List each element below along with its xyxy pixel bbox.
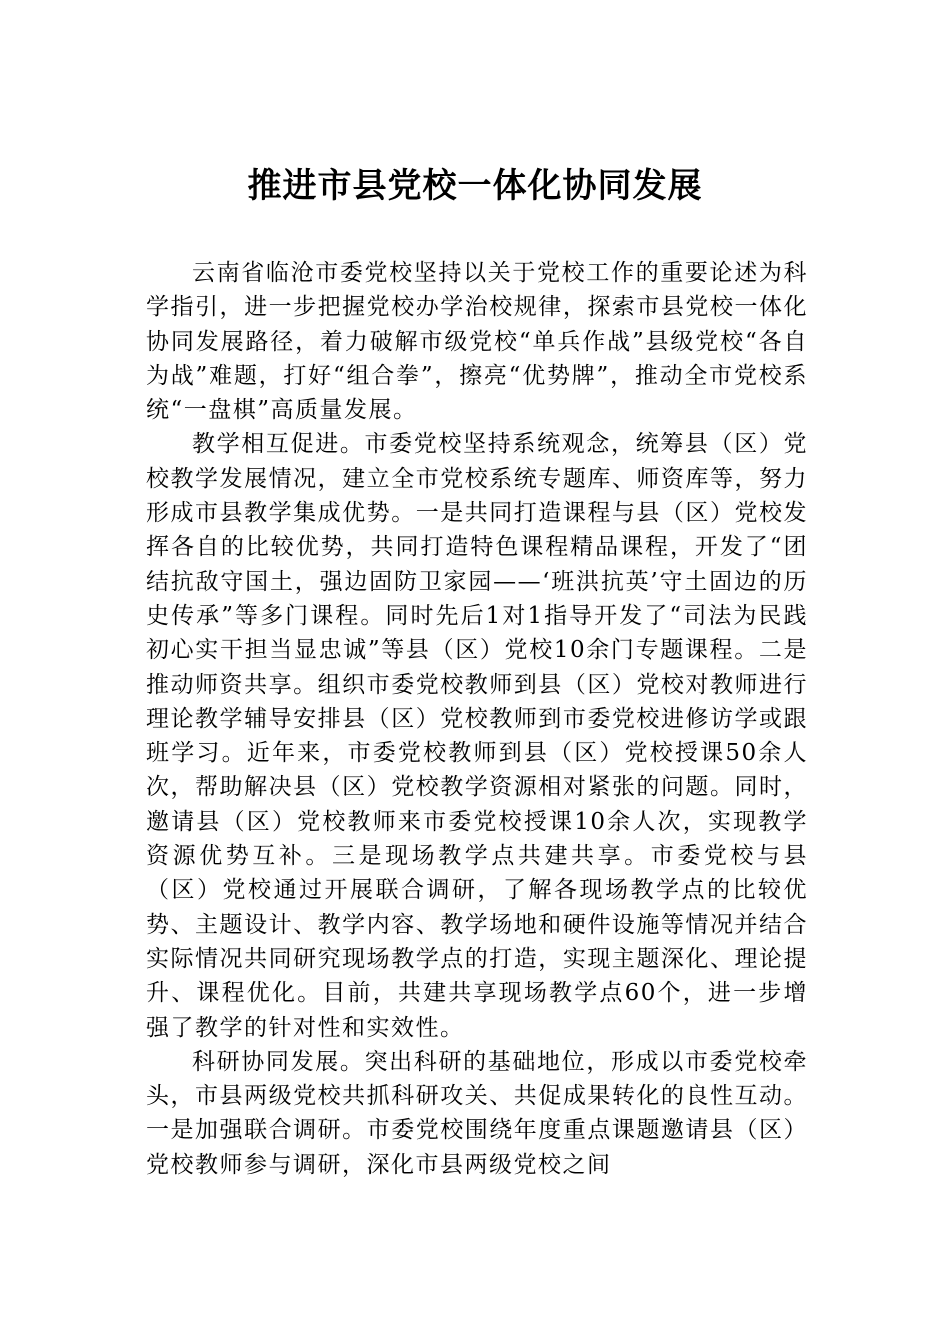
document-body	[146, 256, 808, 1182]
paragraph-intro: 云南省临沧市委党校坚持以关于党校工作的重要论述为科学指引，进一步把握党校办学治校规律，探索市县党校一体化协同发展路径，着力破解市级党校“单兵作战”县级党校“各自为战”难题，打好“组合拳”，擦亮“优势牌”，推动全市党校系统“一盘棋”高质量发展。	[146, 260, 808, 424]
paragraph-teaching: 教学相互促进。市委党校坚持系统观念，统筹县（区）党校教学发展情况，建立全市党校系统专题库、师资库等，努力形成市县教学集成优势。一是共同打造课程与县（区）党校发挥各自的比较优势，共同打造特色课程精品课程，开发了“团结抗敌守国土，强边固防卫家园——‘班洪抗英’守土固边的历史传承”等多门课程。同时先后1对1指导开发了“司法为民践初心实干担当显忠诚”等县（区）党校10余门专题课程。二是推动师资共享。组织市委党校教师到县（区）党校对教师进行理论教学辅导安排县（区）党校教师到市委党校进修访学或跟班学习。近年来，市委党校教师到县（区）党校授课50余人次，帮助解决县（区）党校教学资源相对紧张的问题。同时，邀请县（区）党校教师来市委党校授课10余人次，实现教学资源优势互补。三是现场教学点共建共享。市委党校与县（区）党校通过开展联合调研，了解各现场教学点的比较优势、主题设计、教学内容、教学场地和硬件设施等情况并结合实际情况共同研究现场教学点的打造，实现主题深化、理论提升、课程优化。目前，共建共享现场教学点60个，进一步增强了教学的针对性和实效性。	[146, 431, 808, 1041]
document-title: 推进市县党校一体化协同发展	[247, 166, 703, 206]
paragraph-research: 科研协同发展。突出科研的基础地位，形成以市委党校牵头，市县两级党校共抓科研攻关、共促成果转化的良性互动。一是加强联合调研。市委党校围绕年度重点课题邀请县（区）党校教师参与调研，深化市县两级党校之间	[146, 1048, 808, 1178]
